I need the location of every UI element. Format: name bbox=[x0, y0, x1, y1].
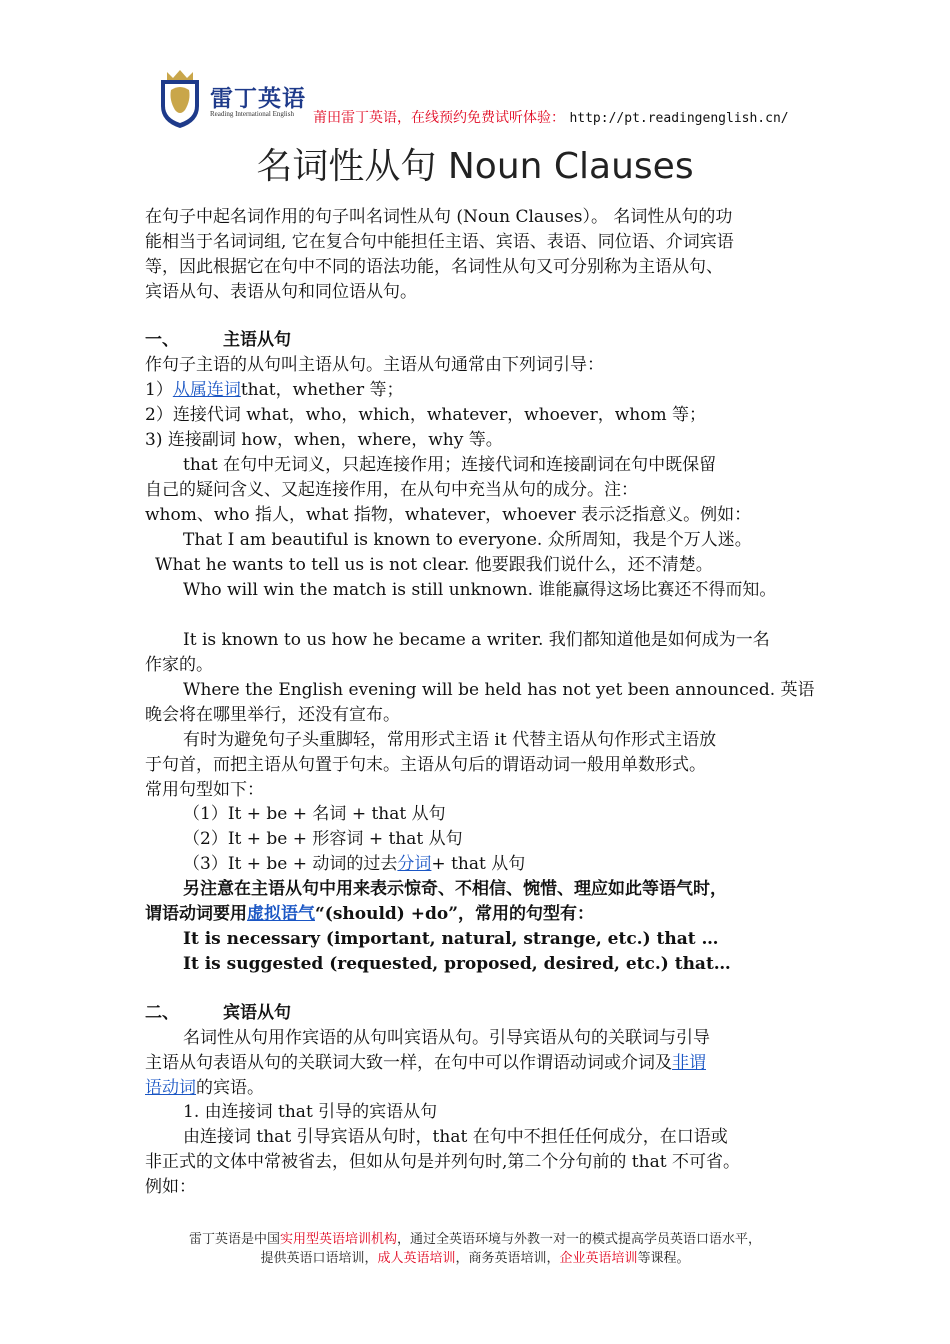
footer-link[interactable]: 成人英语培训 bbox=[377, 1251, 456, 1266]
logo bbox=[155, 66, 205, 130]
example-sentence: It is known to us how he became a writer. 我们都知道他是如何成为一名 bbox=[183, 630, 770, 650]
footer-text: 雷丁英语是中国 bbox=[188, 1232, 280, 1247]
link-non-finite-verb[interactable]: 非谓 bbox=[672, 1053, 706, 1073]
section-heading-subject-clause bbox=[145, 328, 291, 353]
subheading: 1. 由连接词 that 引导的宾语从句 bbox=[183, 1102, 438, 1122]
promo-text: 莆田雷丁英语，在线预约免费试听体验： bbox=[313, 110, 565, 126]
footer-text: 等课程。 bbox=[637, 1251, 690, 1266]
heading-number: 一、 bbox=[145, 330, 179, 350]
example-sentence: 晚会将在哪里举行，还没有宣布。 bbox=[145, 705, 400, 725]
footer-line-2 bbox=[0, 1249, 950, 1268]
sentence-pattern bbox=[183, 852, 525, 877]
paragraph-text: 的宾语。 bbox=[196, 1078, 264, 1098]
list-item bbox=[145, 378, 404, 403]
sentence-pattern: （2）It + be + 形容词 + that 从句 bbox=[183, 829, 463, 849]
link-subjunctive-mood[interactable]: 虚拟语气 bbox=[247, 904, 315, 924]
logo-name: 雷丁英语 bbox=[210, 86, 306, 112]
note-text: “(should) +do”，常用的句型有： bbox=[315, 904, 595, 924]
paragraph-line: 作句子主语的从句叫主语从句。主语从句通常由下列词引导： bbox=[145, 355, 604, 375]
bold-pattern: It is suggested (requested, proposed, desired, etc.) that… bbox=[183, 954, 731, 974]
promo-url-link[interactable]: http://pt.readingenglish.cn/ bbox=[569, 111, 789, 126]
link-participle[interactable]: 分词 bbox=[397, 854, 432, 874]
example-sentence: Who will win the match is still unknown. 谁能赢得这场比赛还不得而知。 bbox=[183, 580, 777, 600]
paragraph-line: 由连接词 that 引导宾语从句时，that 在句中不担任任何成分，在口语或 bbox=[183, 1127, 728, 1147]
footer-text: ，通过全英语环境与外教一对一的模式提高学员英语口语水平， bbox=[397, 1232, 762, 1247]
pattern-text: + that 从句 bbox=[431, 854, 526, 874]
section-heading-object-clause bbox=[145, 1001, 291, 1026]
footer bbox=[0, 1230, 950, 1268]
intro-line: 宾语从句、表语从句和同位语从句。 bbox=[145, 282, 417, 302]
heading-number: 二、 bbox=[145, 1003, 179, 1023]
example-sentence: What he wants to tell us is not clear. 他要跟我们说什么，还不清楚。 bbox=[155, 555, 713, 575]
footer-text: ，商务英语培训， bbox=[455, 1251, 560, 1266]
footer-link[interactable]: 实用型英语培训机构 bbox=[279, 1232, 397, 1247]
paragraph-line: 例如： bbox=[145, 1177, 196, 1197]
paragraph-line: 自己的疑问含义、又起连接作用，在从句中充当从句的成分。注： bbox=[145, 480, 638, 500]
bold-note bbox=[145, 902, 594, 927]
list-item: 3) 连接副词 how，when，where，why 等。 bbox=[145, 430, 503, 450]
bold-note: 另注意在主语从句中用来表示惊奇、不相信、惋惜、理应如此等语气时， bbox=[183, 879, 727, 899]
list-item: 2）连接代词 what，who，which，whatever，whoever，whom 等； bbox=[145, 405, 706, 425]
paragraph-line: that 在句中无词义，只起连接作用；连接代词和连接副词在句中既保留 bbox=[183, 455, 717, 475]
intro-line: 能相当于名词词组, 它在复合句中能担任主语、宾语、表语、同位语、介词宾语 bbox=[145, 232, 734, 252]
list-marker: 1） bbox=[145, 380, 173, 400]
note-text: 谓语动词要用 bbox=[145, 904, 247, 924]
paragraph-text: 主语从句表语从句的关联词大致一样，在句中可以作谓语动词或介词及 bbox=[145, 1053, 672, 1073]
promo-banner bbox=[313, 107, 789, 127]
sentence-pattern: （1）It + be + 名词 + that 从句 bbox=[183, 804, 446, 824]
intro-line: 在句子中起名词作用的句子叫名词性从句 (Noun Clauses）。 名词性从句的功 bbox=[145, 207, 733, 227]
logo-subtitle: Reading International English bbox=[210, 110, 294, 118]
footer-text: 提供英语口语培训， bbox=[260, 1251, 378, 1266]
paragraph-line: whom、who 指人，what 指物，whatever，whoever 表示泛指意义。例如： bbox=[145, 505, 752, 525]
example-sentence: Where the English evening will be held has not yet been announced. 英语 bbox=[183, 680, 815, 700]
paragraph-line: 有时为避免句子头重脚轻，常用形式主语 it 代替主语从句作形式主语放 bbox=[183, 730, 717, 750]
link-subordinating-conjunction[interactable]: 从属连词 bbox=[172, 380, 241, 400]
heading-text: 主语从句 bbox=[223, 330, 291, 350]
bold-pattern: It is necessary (important, natural, strange, etc.) that … bbox=[183, 929, 719, 949]
footer-line-1 bbox=[0, 1230, 950, 1249]
pattern-text: （3）It + be + 动词的过去 bbox=[183, 854, 398, 874]
paragraph-line: 非正式的文体中常被省去，但如从句是并列句时,第二个分句前的 that 不可省。 bbox=[145, 1152, 740, 1172]
example-sentence: That I am beautiful is known to everyone. 众所周知，我是个万人迷。 bbox=[183, 530, 752, 550]
page-title: 名词性从句 Noun Clauses bbox=[256, 146, 694, 187]
paragraph-line: 常用句型如下： bbox=[145, 780, 264, 800]
paragraph-line bbox=[145, 1076, 264, 1101]
intro-line: 等，因此根据它在句中不同的语法功能，名词性从句又可分别称为主语从句、 bbox=[145, 257, 723, 277]
paragraph-line: 于句首，而把主语从句置于句末。主语从句后的谓语动词一般用单数形式。 bbox=[145, 755, 706, 775]
paragraph-line: 名词性从句用作宾语的从句叫宾语从句。引导宾语从句的关联词与引导 bbox=[183, 1028, 710, 1048]
heading-text: 宾语从句 bbox=[223, 1003, 291, 1023]
link-non-finite-verb-cont[interactable]: 语动词 bbox=[145, 1078, 196, 1098]
paragraph-line bbox=[145, 1051, 706, 1076]
example-sentence: 作家的。 bbox=[145, 655, 213, 675]
footer-link[interactable]: 企业英语培训 bbox=[559, 1251, 638, 1266]
list-text: that，whether 等； bbox=[240, 380, 404, 400]
